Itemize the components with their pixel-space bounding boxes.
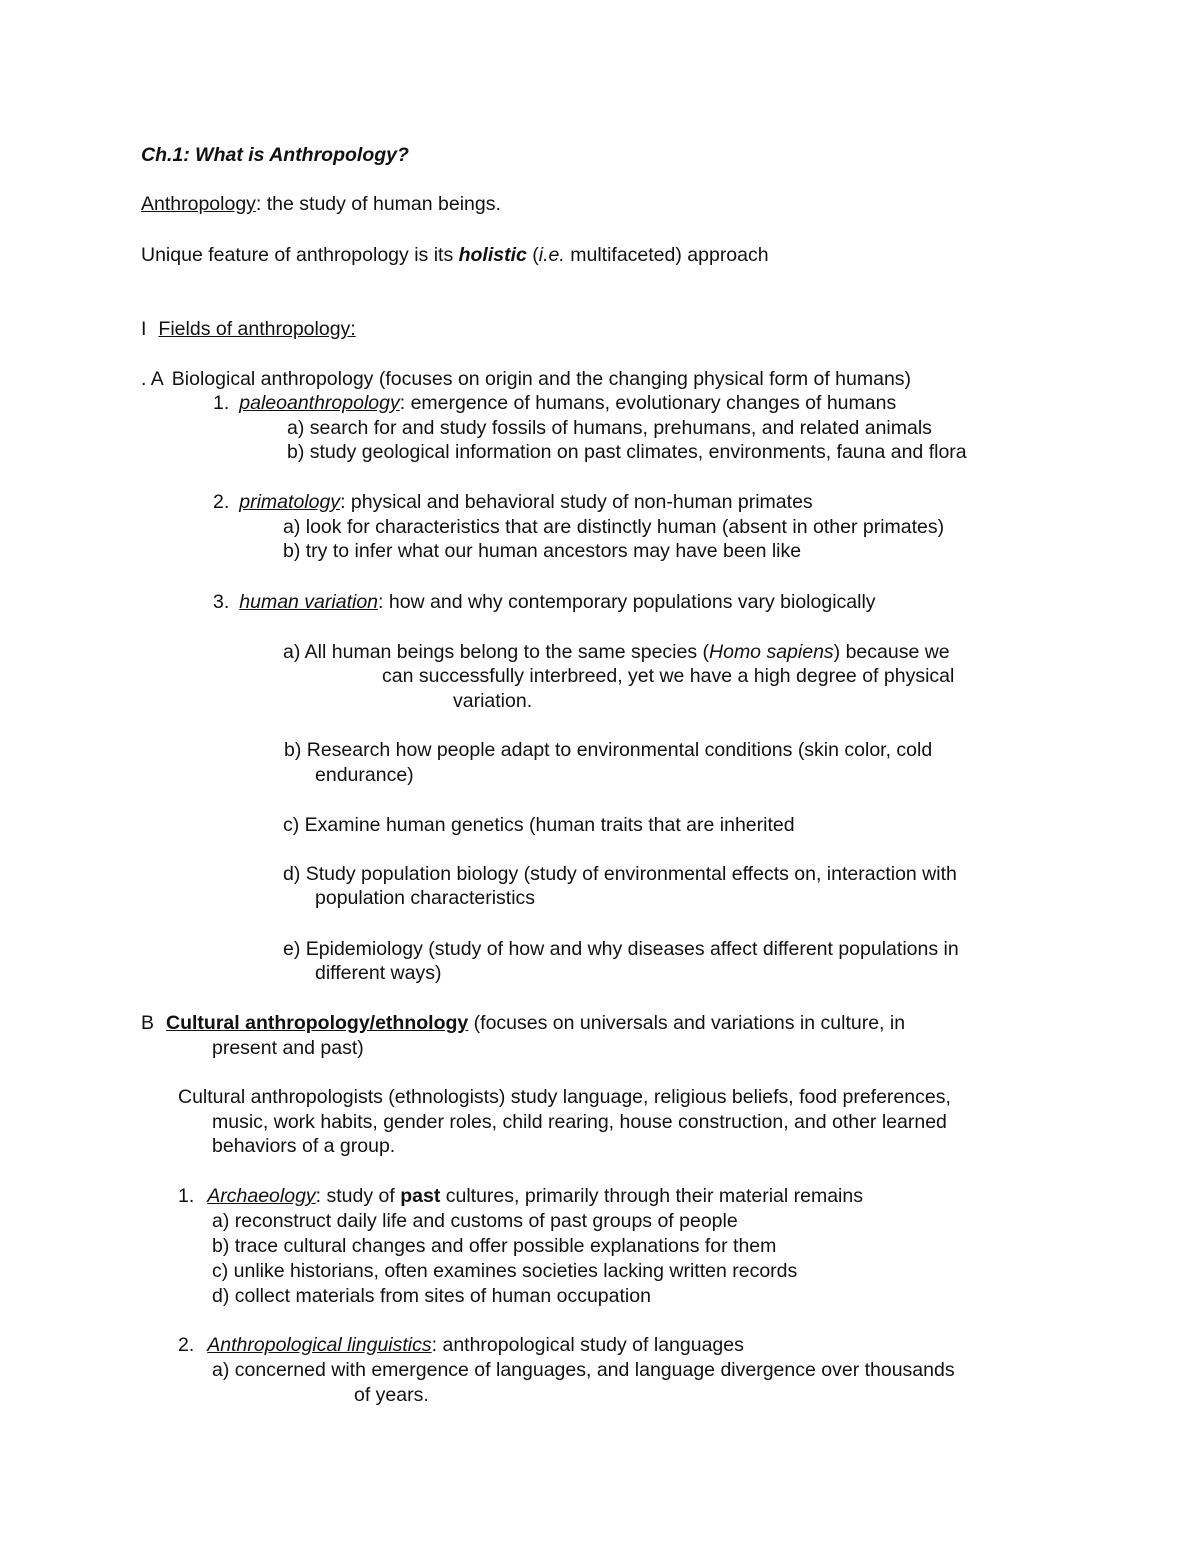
part-b-para-line2: music, work habits, gender roles, child rearing, house construction, and other learned bbox=[212, 1111, 947, 1133]
variation-number: 3. bbox=[213, 591, 230, 613]
part-a-lead: . A bbox=[141, 368, 164, 390]
archaeology-item-a: a) reconstruct daily life and customs of past groups of people bbox=[212, 1210, 738, 1232]
variation-item-b: b) Research how people adapt to environmental conditions (skin color, cold bbox=[284, 739, 933, 761]
variation-item-a bbox=[283, 640, 950, 664]
primatology-item-b: b) try to infer what our human ancestors may have been like bbox=[283, 540, 802, 562]
part-b-lead: B bbox=[141, 1012, 155, 1034]
variation-text: : how and why contemporary populations vary biologically bbox=[378, 591, 876, 613]
part-b-title: Cultural anthropology/ethnology bbox=[166, 1012, 469, 1034]
primatology-heading bbox=[213, 490, 813, 514]
archaeology-pre: : study of bbox=[315, 1185, 401, 1207]
definition-text: : the study of human beings. bbox=[255, 193, 501, 215]
variation-item-a-line3: variation. bbox=[453, 690, 533, 712]
linguistics-item-a-line2: of years. bbox=[354, 1384, 429, 1406]
part-a-text: Biological anthropology (focuses on origin and the changing physical form of humans) bbox=[171, 368, 912, 390]
section-number: I bbox=[141, 318, 147, 340]
variation-heading bbox=[213, 590, 876, 614]
paleo-term: paleoanthropology bbox=[239, 392, 400, 414]
primatology-text: : physical and behavioral study of non-human primates bbox=[340, 491, 813, 513]
variation-item-c: c) Examine human genetics (human traits that are inherited bbox=[283, 814, 795, 836]
variation-item-d: d) Study population biology (study of environmental effects on, interaction with bbox=[283, 863, 957, 885]
archaeology-item-b: b) trace cultural changes and offer possible explanations for them bbox=[212, 1235, 777, 1257]
part-b-para-line3: behaviors of a group. bbox=[212, 1135, 396, 1157]
variation-item-a-line2: can successfully interbreed, yet we have a high degree of physical bbox=[382, 665, 955, 687]
variation-term: human variation bbox=[239, 591, 379, 613]
part-b-heading bbox=[141, 1011, 905, 1035]
unique-mid: ( bbox=[526, 244, 539, 266]
linguistics-heading bbox=[178, 1333, 744, 1357]
variation-item-e-line2: different ways) bbox=[315, 962, 442, 984]
part-b-text: (focuses on universals and variations in culture, in bbox=[468, 1012, 906, 1034]
unique-pre: Unique feature of anthropology is its bbox=[141, 244, 459, 266]
variation-a-post: ) because we bbox=[833, 641, 950, 663]
paleo-item-a: a) search for and study fossils of humans, prehumans, and related animals bbox=[287, 417, 932, 439]
archaeology-term: Archaeology bbox=[207, 1185, 316, 1207]
unique-feature-line bbox=[141, 243, 769, 267]
linguistics-number: 2. bbox=[178, 1334, 195, 1356]
variation-item-d-line2: population characteristics bbox=[315, 887, 536, 909]
unique-post: multifaceted) approach bbox=[564, 244, 769, 266]
paleo-heading bbox=[213, 391, 896, 415]
homo-sapiens: Homo sapiens bbox=[709, 641, 834, 663]
page-title: Ch.1: What is Anthropology? bbox=[141, 144, 409, 166]
part-b-para-line1: Cultural anthropologists (ethnologists) study language, religious beliefs, food preferences, bbox=[178, 1086, 951, 1108]
part-a-heading bbox=[141, 367, 911, 391]
archaeology-heading bbox=[178, 1184, 863, 1208]
holistic-term: holistic bbox=[458, 244, 527, 266]
archaeology-past: past bbox=[400, 1185, 441, 1207]
primatology-item-a: a) look for characteristics that are distinctly human (absent in other primates) bbox=[283, 516, 945, 538]
primatology-number: 2. bbox=[213, 491, 230, 513]
variation-a-pre: a) All human beings belong to the same species ( bbox=[283, 641, 710, 663]
ie-abbrev: i.e. bbox=[538, 244, 565, 266]
linguistics-term: Anthropological linguistics bbox=[207, 1334, 432, 1356]
paleo-text: : emergence of humans, evolutionary changes of humans bbox=[399, 392, 897, 414]
paleo-item-b: b) study geological information on past climates, environments, fauna and flora bbox=[287, 441, 967, 463]
archaeology-number: 1. bbox=[178, 1185, 195, 1207]
archaeology-post: cultures, primarily through their material remains bbox=[440, 1185, 863, 1207]
section-label: Fields of anthropology: bbox=[158, 318, 356, 340]
definition-term: Anthropology bbox=[141, 193, 256, 215]
primatology-term: primatology bbox=[239, 491, 341, 513]
section-heading bbox=[141, 317, 356, 341]
variation-item-e: e) Epidemiology (study of how and why diseases affect different populations in bbox=[283, 938, 959, 960]
archaeology-item-c: c) unlike historians, often examines societies lacking written records bbox=[212, 1260, 798, 1282]
definition-line bbox=[141, 192, 501, 216]
variation-item-b-line2: endurance) bbox=[315, 764, 414, 786]
paleo-number: 1. bbox=[213, 392, 230, 414]
archaeology-item-d: d) collect materials from sites of human occupation bbox=[212, 1285, 651, 1307]
part-b-heading-line2: present and past) bbox=[212, 1037, 364, 1059]
linguistics-text: : anthropological study of languages bbox=[431, 1334, 744, 1356]
linguistics-item-a: a) concerned with emergence of languages, and language divergence over thousands bbox=[212, 1359, 955, 1381]
